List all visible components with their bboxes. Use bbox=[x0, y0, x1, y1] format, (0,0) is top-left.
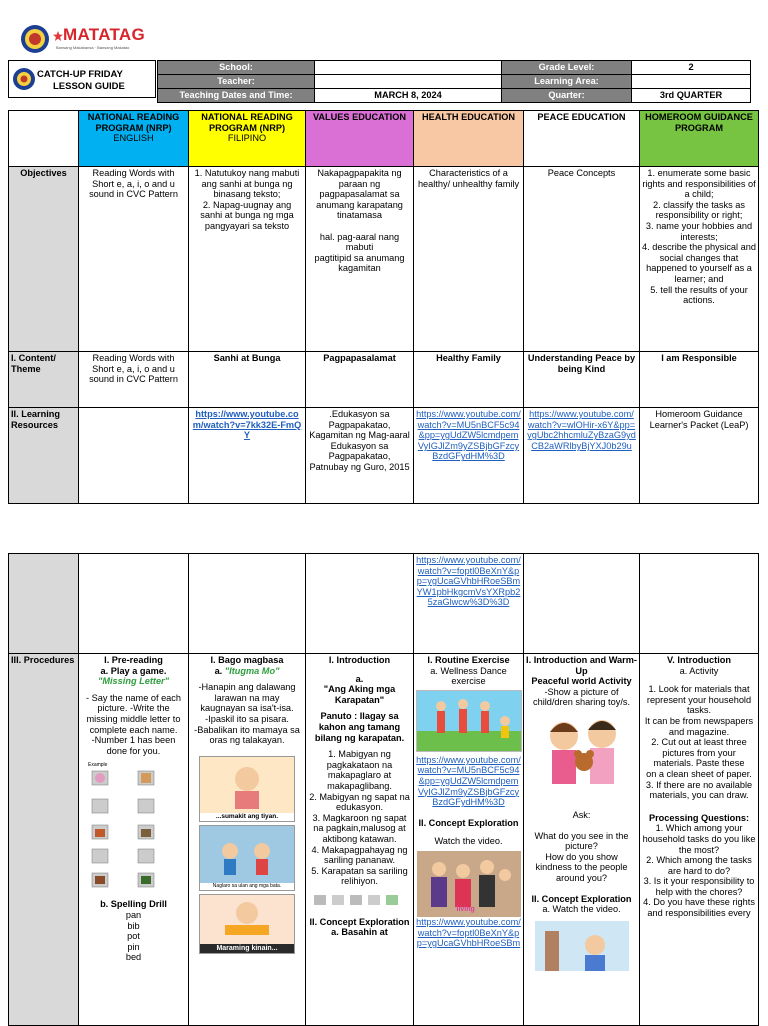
procedures-row bbox=[9, 654, 759, 1026]
activity-instructions: Panuto : Ilagay sa kahon ang tamang bilang ng karapatan. bbox=[314, 711, 405, 743]
matatag-wordmark: MATATAG bbox=[63, 25, 146, 44]
step-heading: I. Pre-reading bbox=[104, 655, 163, 665]
step-body: -Hanapin ang dalawang larawan na may kaugnayan sa isa't-isa. -Ipaskil ito sa pisara. -Babalikan ito mamaya sa oras ng talakayan. bbox=[194, 682, 300, 746]
cause-effect-image-2 bbox=[199, 825, 295, 891]
processing-questions-title: Processing Questions: bbox=[648, 812, 750, 823]
procedures-table bbox=[8, 553, 759, 1026]
content-cell: I am Responsible bbox=[640, 352, 759, 408]
lesson-plan-table bbox=[8, 110, 759, 504]
resources-row bbox=[9, 408, 759, 504]
lesson-guide-title-line2: LESSON GUIDE bbox=[53, 81, 125, 92]
continued-resources-row bbox=[9, 554, 759, 654]
activity-title: Peaceful world Activity bbox=[531, 676, 632, 687]
teaching-dates-value: MARCH 8, 2024 bbox=[315, 89, 502, 103]
content-cell: Reading Words with Short e, a, i, o and u sound in CVC Pattern bbox=[79, 352, 189, 408]
objective-cell: 1. Natutukoy nang mabuti ang sanhi at bunga ng binasang teksto; 2. Napag-uugnay ang sanhi at bunga ng mga pangyayari sa teksto bbox=[189, 167, 306, 352]
game-title: "Missing Letter" bbox=[98, 676, 169, 687]
lesson-guide-title-line1: CATCH-UP FRIDAY bbox=[37, 69, 123, 80]
step-sub: a. Basahin at bbox=[331, 927, 388, 938]
content-label: I. Content/ Theme bbox=[9, 352, 79, 408]
step-heading: I. Bago magbasa bbox=[210, 655, 284, 665]
subject-header-row bbox=[9, 111, 759, 167]
procedure-filipino bbox=[189, 654, 306, 1026]
school-info-table bbox=[157, 60, 751, 103]
step-body: - Say the name of each picture. -Write the missing middle letter to complete each name. -Number 1 has been done for you. bbox=[86, 692, 181, 756]
step-heading: II. Concept Exploration bbox=[531, 893, 632, 904]
blank-cell bbox=[306, 554, 414, 654]
objectives-label: Objectives bbox=[9, 167, 79, 352]
procedure-english bbox=[79, 654, 189, 1026]
youtube-link[interactable]: https://www.youtube.com/watch?v=foptl0BeXnY&pp=ygUcaGVhbHRoeSBmYW1pbHkgcmVsYXRpb25zaGlwcw%3D%3D bbox=[416, 555, 521, 608]
subject-header-health bbox=[414, 111, 524, 167]
deped-seal-icon bbox=[20, 24, 50, 54]
school-label: School: bbox=[158, 61, 315, 75]
step-sub: a. bbox=[214, 665, 225, 676]
worksheet-example-label: Example bbox=[87, 762, 107, 769]
rights-list: 1. Mabigyan ng pagkakataon na makapaglaro at makapaglibang. 2. Mabigyan ng sapat na edukasyon. 3. Magkaroon ng sapat na pagkain,malusog at aktibong katawan. 4. Makapagpahayag ng sariling pananaw. 5. Karapatan sa sariling relihiyon. bbox=[309, 749, 410, 887]
rights-icons-strip bbox=[312, 893, 408, 907]
subject-header-values bbox=[306, 111, 414, 167]
grade-level-value: 2 bbox=[632, 61, 751, 75]
spelling-drill-title: b. Spelling Drill bbox=[100, 899, 167, 910]
resource-link[interactable] bbox=[414, 554, 524, 654]
subject-title: HOMEROOM GUIDANCE PROGRAM bbox=[645, 112, 753, 133]
blank-cell bbox=[79, 554, 189, 654]
teacher-value bbox=[315, 75, 502, 89]
spelling-word: bib bbox=[127, 920, 140, 931]
step-heading: II. Concept Exploration bbox=[418, 817, 519, 828]
matatag-star-icon bbox=[53, 31, 63, 41]
subject-title: PEACE EDUCATION bbox=[537, 112, 626, 122]
image-caption: Maraming kinain... bbox=[200, 944, 294, 953]
step-body: 1. Look for materials that represent your household tasks. It can be from newspapers and magazine. 2. Cut out at least three pictures from your materials. Paste these on a clean sheet of paper. 3. If there are no available materials, you can draw. bbox=[644, 684, 754, 801]
matatag-tagline: Bansang Makabansa · Bansang Makatao bbox=[56, 45, 130, 50]
kindness-video-image bbox=[535, 921, 629, 971]
resource-link[interactable] bbox=[416, 917, 521, 949]
objectives-row bbox=[9, 167, 759, 352]
peace-questions: What do you see in the picture? How do you show kindness to the people around you? bbox=[534, 830, 629, 883]
spelling-word: pan bbox=[125, 909, 142, 920]
procedure-health bbox=[414, 654, 524, 1026]
lesson-guide-title-box bbox=[8, 60, 156, 98]
blank-cell bbox=[524, 554, 640, 654]
subject-header-peace bbox=[524, 111, 640, 167]
step-sub: a. Activity bbox=[679, 665, 719, 676]
cause-effect-image-1 bbox=[199, 756, 295, 822]
step-heading: I. Routine Exercise bbox=[427, 655, 510, 665]
resource-link[interactable] bbox=[414, 408, 524, 504]
spelling-word: pot bbox=[127, 931, 140, 942]
spelling-word: pin bbox=[127, 941, 140, 952]
learning-area-value bbox=[632, 75, 751, 89]
cause-effect-image-3 bbox=[199, 894, 295, 954]
step-sub: a. bbox=[355, 673, 364, 684]
step-sub: a. Wellness Dance exercise bbox=[430, 665, 507, 687]
wellness-dance-image bbox=[416, 690, 522, 752]
family-image-caption: living bbox=[456, 906, 475, 914]
content-cell: Healthy Family bbox=[414, 352, 524, 408]
objective-cell: Characteristics of a healthy/ unhealthy family bbox=[414, 167, 524, 352]
processing-questions: 1. Which among your household tasks do you like the most? 2. Which among the tasks are hard to do? 3. Is it your responsibility to help with the chores? 4. Do you have these rights and responsibilities every bbox=[642, 823, 756, 919]
corner-cell bbox=[9, 111, 79, 167]
procedure-values bbox=[306, 654, 414, 1026]
subject-sub: FILIPINO bbox=[227, 133, 267, 144]
image-caption: Naglaro sa ulan ang mga bata. bbox=[200, 883, 294, 890]
step-heading: I. Introduction bbox=[328, 655, 391, 665]
resource-cell: Homeroom Guidance Learner's Packet (LeaP) bbox=[640, 408, 759, 504]
subject-title: NATIONAL READING PROGRAM (NRP) bbox=[87, 112, 180, 133]
subject-header-english bbox=[79, 111, 189, 167]
image-caption: ...sumakit ang tiyan. bbox=[200, 813, 294, 821]
child-stomachache-icon bbox=[200, 757, 294, 809]
content-cell: Sanhi at Bunga bbox=[189, 352, 306, 408]
youtube-link[interactable]: https://www.youtube.com/watch?v=wlOHir-x6Y&pp=ygUbc2hhcmluZyBzaG9ydCB2aWRlbyBjYXJ0b29u bbox=[527, 409, 636, 451]
youtube-link[interactable]: https://www.youtube.com/watch?v=foptl0BeXnY&pp=ygUcaGVhbHRoeSBm bbox=[416, 916, 521, 949]
subject-title: HEALTH EDUCATION bbox=[421, 112, 516, 122]
step-heading: I. Introduction and Warm-Up bbox=[526, 655, 637, 676]
subject-header-filipino bbox=[189, 111, 306, 167]
watch-instruction: Watch the video. bbox=[434, 836, 503, 847]
deped-seal-small-icon bbox=[12, 67, 36, 91]
content-cell: Pagpapasalamat bbox=[306, 352, 414, 408]
school-value bbox=[315, 61, 502, 75]
procedures-label: III. Procedures bbox=[9, 654, 79, 1026]
children-rain-icon bbox=[200, 826, 294, 880]
resources-label: II. Learning Resources bbox=[9, 408, 79, 504]
teaching-dates-label: Teaching Dates and Time: bbox=[158, 89, 315, 103]
learning-area-label: Learning Area: bbox=[502, 75, 632, 89]
blank-label-cell bbox=[9, 554, 79, 654]
grade-level-label: Grade Level: bbox=[502, 61, 632, 75]
youtube-link[interactable]: https://www.youtube.com/watch?v=7kk32E-FmQY bbox=[192, 409, 302, 441]
missing-letter-worksheet-image bbox=[86, 759, 182, 891]
children-sharing-toy-image bbox=[532, 712, 632, 800]
step-sub-line bbox=[191, 666, 303, 677]
step-heading: V. Introduction bbox=[667, 655, 731, 665]
child-eating-icon bbox=[200, 895, 294, 941]
game-title: "Itugma Mo" bbox=[224, 665, 280, 676]
procedure-homeroom bbox=[640, 654, 759, 1026]
step-sub: a. Play a game. bbox=[100, 665, 167, 676]
subject-title: VALUES EDUCATION bbox=[312, 112, 407, 122]
ask-label: Ask: bbox=[572, 809, 591, 820]
content-cell: Understanding Peace by being Kind bbox=[524, 352, 640, 408]
blank-cell bbox=[640, 554, 759, 654]
subject-header-homeroom bbox=[640, 111, 759, 167]
quarter-value: 3rd QUARTER bbox=[632, 89, 751, 103]
family-image bbox=[417, 851, 521, 917]
resource-link[interactable] bbox=[189, 408, 306, 504]
activity-title: "Ang Aking mga Karapatan" bbox=[323, 684, 396, 705]
step-heading: II. Concept Exploration bbox=[309, 916, 410, 927]
content-row bbox=[9, 352, 759, 408]
quarter-label: Quarter: bbox=[502, 89, 632, 103]
resource-link[interactable] bbox=[416, 755, 521, 808]
matatag-logo bbox=[20, 22, 170, 58]
teacher-label: Teacher: bbox=[158, 75, 315, 89]
resource-cell bbox=[79, 408, 189, 504]
step-sub: a. Watch the video. bbox=[542, 904, 621, 915]
subject-sub: ENGLISH bbox=[113, 133, 154, 144]
youtube-link[interactable]: https://www.youtube.com/watch?v=MU5nBCF5c94&pp=ygUdZW5lcmdpemVyIGJlZm9yZSBjbGFzcyBzdGFydHM%3D bbox=[416, 409, 521, 462]
objective-cell: Reading Words with Short e, a, i, o and u sound in CVC Pattern bbox=[79, 167, 189, 352]
objective-cell: Peace Concepts bbox=[524, 167, 640, 352]
spelling-word: bed bbox=[125, 952, 142, 963]
step-body: -Show a picture of child/dren sharing toy/s. bbox=[532, 686, 631, 708]
blank-cell bbox=[189, 554, 306, 654]
objective-cell: Nakapagpapakita ng paraan ng pagpapasalamat sa anumang karapatang tinatamasa hal. pag-aaral nang mabuti pagtitipid sa anumang kagamitan bbox=[306, 167, 414, 352]
subject-title: NATIONAL READING PROGRAM (NRP) bbox=[201, 112, 293, 133]
objective-cell: 1. enumerate some basic rights and responsibilities of a child; 2. classify the tasks as responsibility or right; 3. name your hobbies and interests; 4. describe the physical and social changes that happened to yourself as a learner; and 5. tell the results of your actions. bbox=[640, 167, 759, 352]
resource-cell: .Edukasyon sa Pagpapakatao, Kagamitan ng Mag-aaral Edukasyon sa Pagpapakatao, Patnubay ng Guro, 2015 bbox=[306, 408, 414, 504]
resource-link[interactable] bbox=[524, 408, 640, 504]
youtube-link[interactable]: https://www.youtube.com/watch?v=MU5nBCF5c94&pp=ygUdZW5lcmdpemVyIGJlZm9yZSBjbGFzcyBzdGFydHM%3D bbox=[416, 754, 521, 808]
procedure-peace bbox=[524, 654, 640, 1026]
